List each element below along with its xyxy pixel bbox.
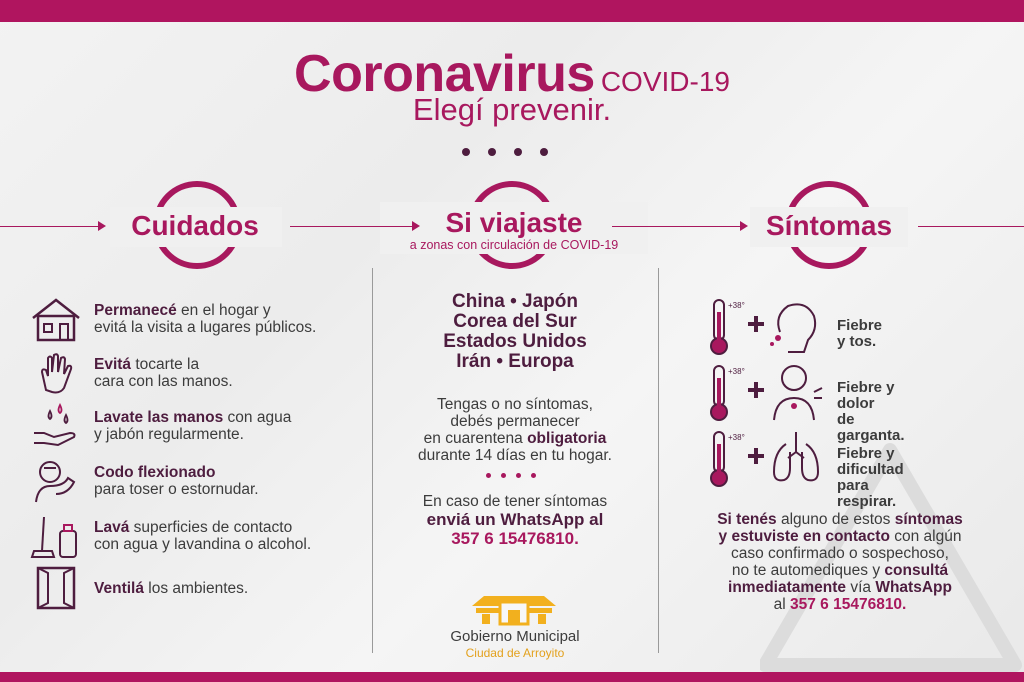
item-text: superficies de contacto [129,519,293,536]
viajaste-caption: a zonas con circulación de COVID-19 [409,238,619,252]
symptom-label: Fiebre y tos. [837,317,883,350]
item-text: en el hogar y [176,302,271,319]
quarantine-line: Tengas o no síntomas, [437,396,593,413]
whatsapp-info [380,493,650,548]
item-text: evitá la visita a lugares públicos. [94,319,317,336]
title-suffix: COVID-19 [600,66,730,97]
temp-label: +38° [728,433,745,442]
bottom-bar [0,672,1024,682]
whatsapp-bold: enviá un WhatsApp al [426,510,604,529]
advice-line: no te automediques y [731,562,885,579]
whatsapp-line: En caso de tener síntomas [422,493,608,510]
org-name: Gobierno Municipal [450,628,580,645]
column-divider [372,268,373,653]
advice-line: vía [846,579,876,596]
advice-phone: 357 6 15476810. [790,596,907,613]
whatsapp-phone: 357 6 15476810. [451,529,579,548]
item-bold: Permanecé [94,302,177,319]
top-bar [0,0,1024,22]
symptom-label: para respirar. [837,477,897,510]
connector-line [0,226,100,227]
item-text: cara con las manos. [94,373,233,390]
connector-line [918,226,1024,227]
item-bold: Ventilá [94,579,144,597]
arrow-right-icon [98,221,106,231]
list-item [30,458,259,504]
symptom-row [710,296,883,356]
symptom-row [710,428,904,510]
arrow-right-icon [412,221,420,231]
handwash-icon [30,403,82,449]
item-text: con agua y lavandina o alcohol. [94,536,312,553]
item-text: tocarte la [131,356,200,373]
advice-line: caso confirmado o sospechoso, [731,545,949,562]
column-divider [658,268,659,653]
arrow-right-icon [740,221,748,231]
list-item [30,565,248,611]
symptom-label: Fiebre y dolor [837,379,895,412]
item-text: los ambientes. [143,579,249,597]
item-bold: Codo flexionado [94,464,216,481]
item-text: y jabón regularmente. [94,426,244,443]
advice-bold: WhatsApp [875,579,952,596]
municipal-logo-icon [468,592,560,626]
connector-line [612,226,742,227]
quarantine-line: debés permanecer [450,413,580,430]
section-title-cuidados: Cuidados [131,210,259,241]
thermometer-icon [710,296,825,356]
quarantine-line: en cuarentena [423,430,528,447]
advice-bold: inmediatamente [728,579,847,596]
item-text: para toser o estornudar. [94,481,259,498]
advice-text [690,511,990,613]
cleaning-icon [30,513,82,559]
temp-label: +38° [728,367,745,376]
quarantine-line: durante 14 días en tu hogar. [418,447,612,464]
elbow-sneeze-icon [30,458,82,504]
advice-bold: Si tenés [717,511,777,528]
temp-label: +38° [728,301,745,310]
thermometer-icon [710,362,825,422]
thermometer-icon [710,428,825,488]
countries-line: Corea del Sur [453,311,577,332]
symptom-row [710,362,905,444]
advice-line: al [773,596,790,613]
advice-line: con algún [889,528,962,545]
countries-line: China • Japón [452,291,578,312]
section-title-viajaste: Si viajaste [445,207,583,238]
org-city: Ciudad de Arroyito [465,646,565,660]
countries-list [380,292,650,372]
item-bold: Evitá [94,356,132,373]
list-item [30,350,233,396]
sore-throat-icon [774,366,822,420]
lungs-icon [774,432,818,480]
house-icon [30,296,82,342]
item-bold: Lavá [94,519,130,536]
separator-dots [486,473,536,478]
countries-line: Irán • Europa [456,351,574,372]
window-icon [30,565,82,611]
connector-line [290,226,414,227]
list-item [30,296,316,342]
list-item [30,513,311,559]
item-text: con agua [223,409,292,426]
advice-line: alguno de estos [776,511,895,528]
title-main: Coronavirus [294,45,595,103]
advice-bold: y estuviste en contacto [718,528,890,545]
section-title-sintomas: Síntomas [765,210,893,241]
title-dots [462,148,548,156]
symptom-label: Fiebre y dificultad [837,445,904,478]
item-bold: Lavate las manos [94,409,224,426]
symptom-label: de garganta. [837,411,905,444]
page-subtitle: Elegí prevenir. [412,92,612,127]
countries-line: Estados Unidos [443,331,587,352]
list-item [30,403,291,449]
advice-bold: síntomas [894,511,963,528]
quarantine-bold: obligatoria [527,430,607,447]
cough-person-icon [770,304,815,352]
quarantine-text [380,396,650,464]
hand-icon [30,350,82,396]
advice-bold: consultá [884,562,949,579]
